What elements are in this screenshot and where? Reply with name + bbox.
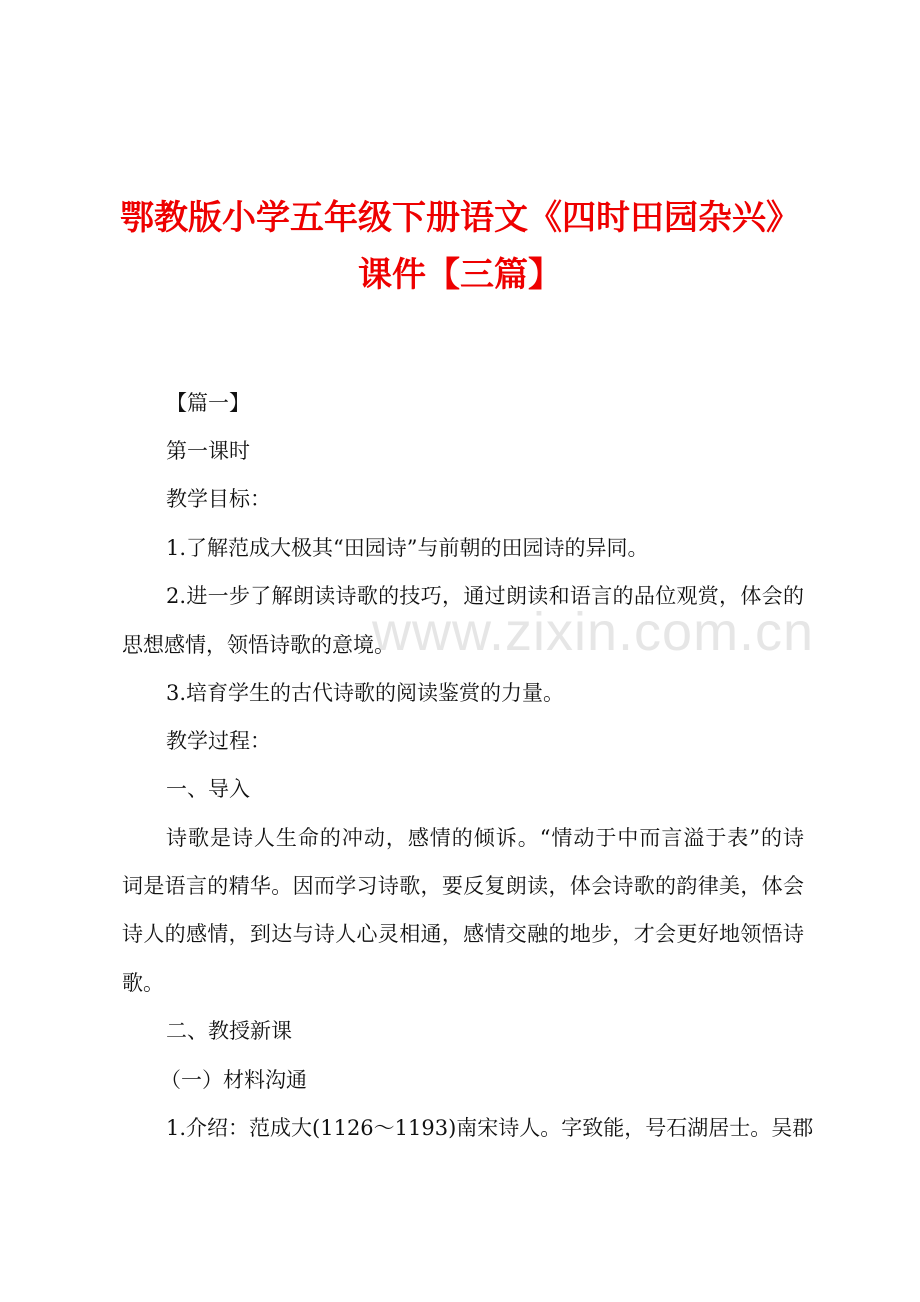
intro-paragraph-line-2: 词是语言的精华。因而学习诗歌，要反复朗读，体会诗歌的韵律美，体会 [122, 874, 804, 898]
document-title-line-2: 课件【三篇】 [358, 255, 562, 295]
intro-paragraph-line-3: 诗人的感情，到达与诗人心灵相通，感情交融的地步，才会更好地领悟诗 [122, 922, 804, 946]
objectives-heading: 教学目标： [166, 487, 271, 511]
objective-1: 1.了解范成大极其“田园诗”与前朝的田园诗的异同。 [166, 536, 649, 560]
objective-3: 3.培育学生的古代诗歌的阅读鉴赏的力量。 [166, 681, 565, 705]
objective-2-line-2: 思想感情，领悟诗歌的意境。 [122, 633, 395, 657]
process-heading: 教学过程： [166, 729, 271, 753]
objective-2-line-1: 2.进一步了解朗读诗歌的技巧，通过朗读和语言的品位观赏，体会的 [166, 584, 804, 608]
lesson-heading: 第一课时 [166, 439, 250, 463]
material-heading: （一）材料沟通 [160, 1068, 307, 1092]
intro-heading: 一、导入 [166, 777, 250, 801]
intro-paragraph-line-4: 歌。 [122, 971, 164, 995]
new-lesson-heading: 二、教授新课 [166, 1019, 292, 1043]
document-title-line-1: 鄂教版小学五年级下册语文《四时田园杂兴》 [120, 198, 800, 238]
author-intro-line: 1.介绍：范成大(1126～1193)南宋诗人。字致能，号石湖居士。吴郡 [166, 1116, 814, 1140]
intro-paragraph-line-1: 诗歌是诗人生命的冲动，感情的倾诉。“情动于中而言溢于表”的诗 [166, 826, 804, 850]
section-heading: 【篇一】 [166, 391, 250, 415]
watermark: www.zixin.com.cn [372, 602, 815, 662]
